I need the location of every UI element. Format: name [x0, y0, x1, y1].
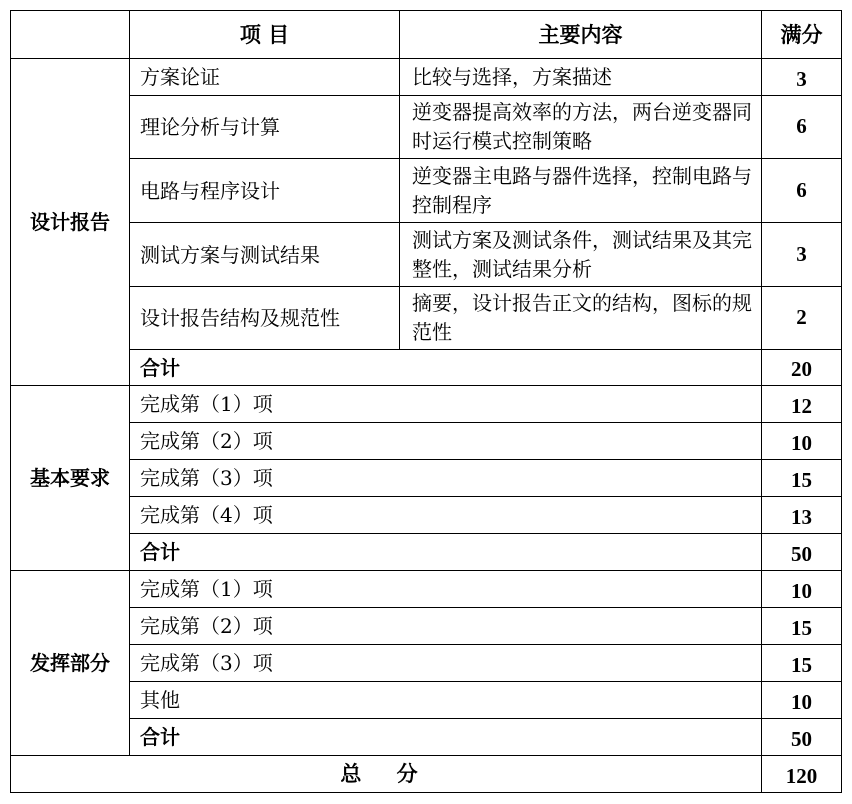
table-row	[11, 608, 842, 645]
subtotal-label: 合计	[130, 534, 762, 571]
item-cell: 完成第（3）项	[130, 645, 762, 682]
table-row	[11, 645, 842, 682]
item-cell: 完成第（1）项	[130, 571, 762, 608]
content-cell: 摘要，设计报告正文的结构，图标的规范性	[400, 287, 762, 350]
item-cell: 完成第（2）项	[130, 608, 762, 645]
header-item: 项 目	[130, 11, 400, 59]
item-cell: 完成第（1）项	[130, 386, 762, 423]
subtotal-row	[11, 719, 842, 756]
score-table	[10, 10, 842, 793]
total-row	[11, 756, 842, 793]
header-row	[11, 11, 842, 59]
score-cell: 15	[762, 645, 842, 682]
table-row	[11, 423, 842, 460]
score-cell: 2	[762, 287, 842, 350]
score-cell: 12	[762, 386, 842, 423]
subtotal-label: 合计	[130, 350, 762, 386]
score-cell: 3	[762, 59, 842, 96]
item-cell: 完成第（3）项	[130, 460, 762, 497]
content-cell: 比较与选择，方案描述	[400, 59, 762, 96]
table-row	[11, 96, 842, 159]
subtotal-row	[11, 534, 842, 571]
table-row	[11, 287, 842, 350]
content-cell: 逆变器提高效率的方法，两台逆变器同时运行模式控制策略	[400, 96, 762, 159]
item-cell: 测试方案与测试结果	[130, 223, 400, 287]
score-cell: 13	[762, 497, 842, 534]
item-cell: 方案论证	[130, 59, 400, 96]
item-cell: 理论分析与计算	[130, 96, 400, 159]
header-content: 主要内容	[400, 11, 762, 59]
score-cell: 15	[762, 608, 842, 645]
total-label: 总 分	[11, 756, 762, 793]
score-cell: 10	[762, 682, 842, 719]
header-category	[11, 11, 130, 59]
item-cell: 其他	[130, 682, 762, 719]
content-cell: 逆变器主电路与器件选择，控制电路与控制程序	[400, 159, 762, 223]
table-row	[11, 59, 842, 96]
subtotal-score: 50	[762, 534, 842, 571]
score-cell: 3	[762, 223, 842, 287]
table-row	[11, 460, 842, 497]
category-design-report: 设计报告	[11, 59, 130, 386]
table-row	[11, 497, 842, 534]
score-cell: 10	[762, 423, 842, 460]
table-row	[11, 159, 842, 223]
subtotal-row	[11, 350, 842, 386]
score-cell: 6	[762, 96, 842, 159]
table-row	[11, 386, 842, 423]
score-cell: 6	[762, 159, 842, 223]
subtotal-score: 50	[762, 719, 842, 756]
table-row	[11, 571, 842, 608]
subtotal-score: 20	[762, 350, 842, 386]
item-cell: 设计报告结构及规范性	[130, 287, 400, 350]
header-score: 满分	[762, 11, 842, 59]
content-cell: 测试方案及测试条件，测试结果及其完整性，测试结果分析	[400, 223, 762, 287]
subtotal-label: 合计	[130, 719, 762, 756]
category-extended-part: 发挥部分	[11, 571, 130, 756]
table-row	[11, 682, 842, 719]
item-cell: 完成第（2）项	[130, 423, 762, 460]
total-score: 120	[762, 756, 842, 793]
table-row	[11, 223, 842, 287]
item-cell: 电路与程序设计	[130, 159, 400, 223]
score-cell: 15	[762, 460, 842, 497]
item-cell: 完成第（4）项	[130, 497, 762, 534]
category-basic-requirements: 基本要求	[11, 386, 130, 571]
score-cell: 10	[762, 571, 842, 608]
